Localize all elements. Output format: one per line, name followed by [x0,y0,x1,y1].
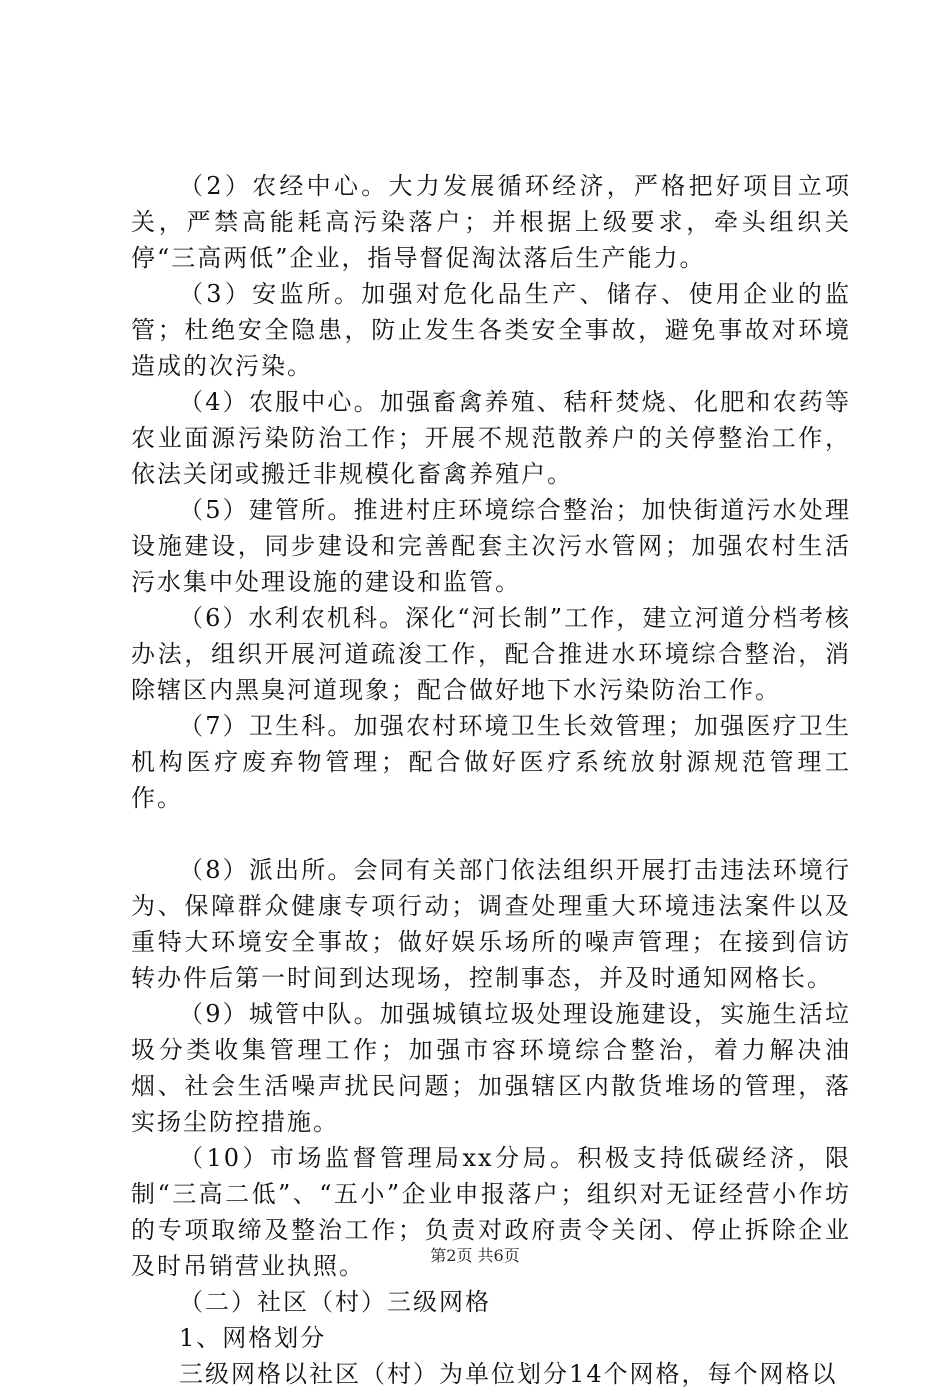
paragraph-6: （6）水利农机科。深化“河长制”工作，建立河道分档考核办法，组织开展河道疏浚工作，配合推进水环境综合整治，消除辖区内黑臭河道现象；配合做好地下水污染防治工作。 [131,604,851,704]
paragraph-7: （7）卫生科。加强农村环境卫生长效管理；加强医疗卫生机构医疗废弃物管理；配合做好医疗系统放射源规范管理工作。 [131,712,851,812]
paragraph-10: （10）市场监督管理局xx分局。积极支持低碳经济，限制“三高二低”、“五小”企业申报落户；组织对无证经营小作坊的专项取缔及整治工作；负责对政府责令关闭、停止拆除企业及时吊销营业执照。 [131,1144,851,1280]
paragraph-9: （9）城管中队。加强城镇垃圾处理设施建设，实施生活垃圾分类收集管理工作；加强市容环境综合整治，着力解决油烟、社会生活噪声扰民问题；加强辖区内散货堆场的管理，落实扬尘防控措施。 [131,1000,851,1136]
paragraph-2: （2）农经中心。大力发展循环经济，严格把好项目立项关，严禁高能耗高污染落户；并根据上级要求，牵头组织关停“三高两低”企业，指导督促淘汰落后生产能力。 [131,172,851,272]
page-number-footer: 第2页 共6页 [430,1246,520,1265]
last-paragraph: 三级网格以社区（村）为单位划分14个网格，每个网格以 [179,1360,838,1388]
paragraph-5: （5）建管所。推进村庄环境综合整治；加快街道污水处理设施建设，同步建设和完善配套主次污水管网；加强农村生活污水集中处理设施的建设和监管。 [131,496,851,596]
sub-heading: 1、网格划分 [179,1324,327,1352]
paragraph-3: （3）安监所。加强对危化品生产、储存、使用企业的监管；杜绝安全隐患，防止发生各类安全事故，避免事故对环境造成的次污染。 [131,280,851,380]
document-body [131,168,851,1392]
section-heading: （二）社区（村）三级网格 [179,1288,491,1316]
paragraph-4: （4）农服中心。加强畜禽养殖、秸秆焚烧、化肥和农药等农业面源污染防治工作；开展不规范散养户的关停整治工作，依法关闭或搬迁非规模化畜禽养殖户。 [131,388,851,488]
paragraph-8: （8）派出所。会同有关部门依法组织开展打击违法环境行为、保障群众健康专项行动；调查处理重大环境违法案件以及重特大环境安全事故；做好娱乐场所的噪声管理；在接到信访转办件后第一时间到达现场，控制事态，并及时通知网格长。 [131,856,851,992]
